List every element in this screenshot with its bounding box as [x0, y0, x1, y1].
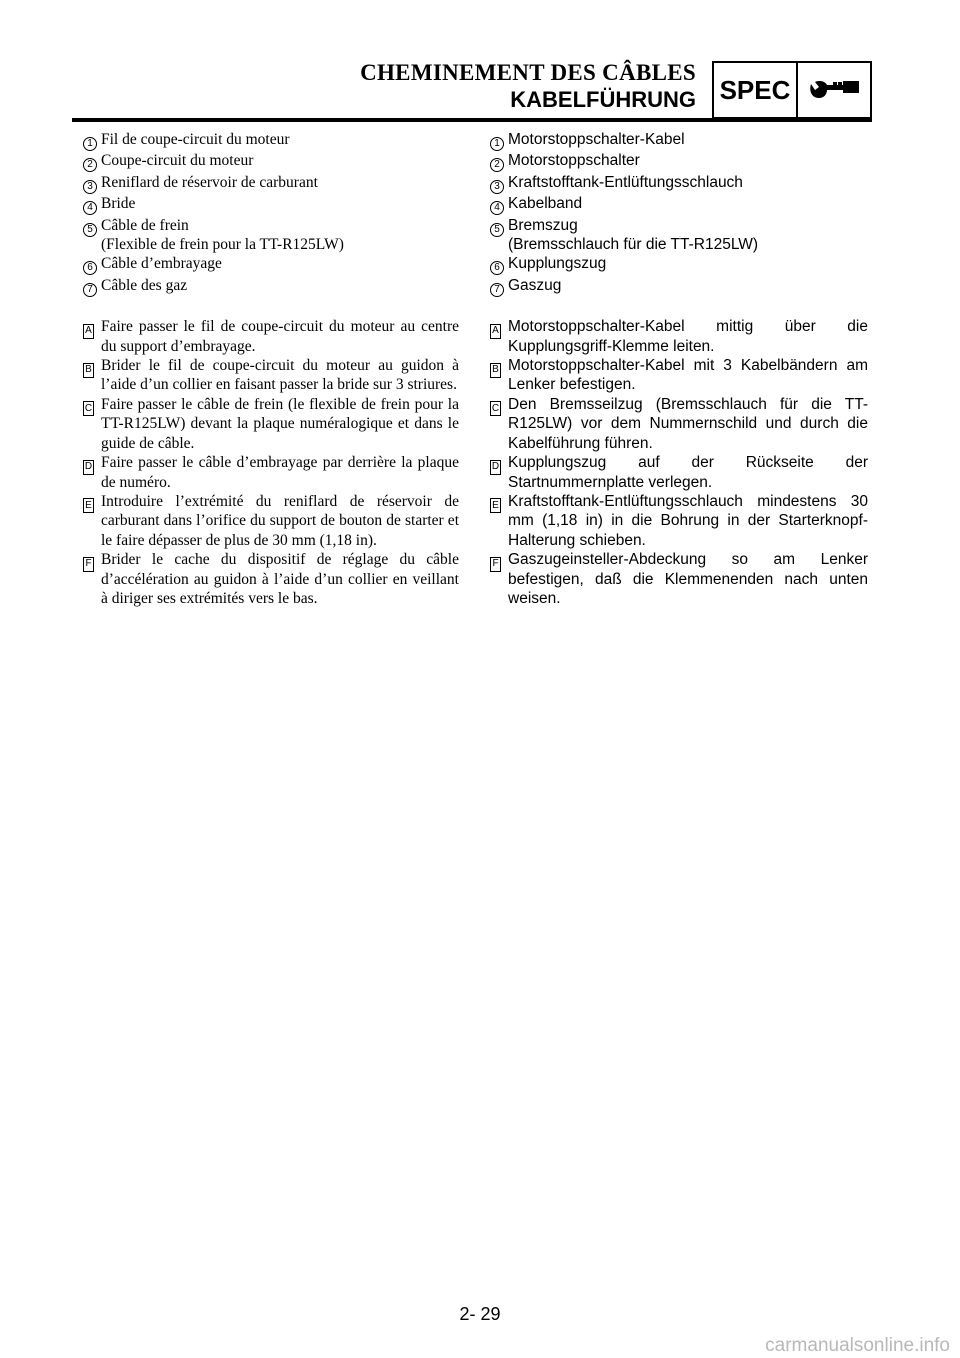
numbered-item [490, 254, 868, 275]
numbered-item [83, 276, 459, 297]
numbered-item [83, 194, 459, 215]
instruction-item [490, 356, 868, 395]
instruction-item [83, 356, 459, 395]
circled-number-marker: 1 [83, 137, 97, 151]
item-text: Motorstoppschalter-Kabel mit 3 Kabelbändern am Lenker befestigen. [508, 357, 868, 394]
marker-wrap [490, 356, 508, 378]
numbered-item [83, 151, 459, 172]
item-text: Câble d’embrayage [101, 255, 222, 273]
instruction-item [490, 395, 868, 453]
numbered-item [490, 130, 868, 151]
item-text: Bremszug (Bremsschlauch für die TT-R125LW) [508, 216, 759, 254]
french-column [83, 130, 459, 608]
item-text: Motorstoppschalter [508, 152, 640, 170]
boxed-letter-marker: F [490, 557, 501, 572]
circled-number-marker: 7 [490, 283, 504, 297]
numbered-item [490, 151, 868, 172]
marker-wrap [490, 276, 508, 297]
marker-wrap [490, 550, 508, 572]
marker-wrap [83, 173, 101, 194]
marker-wrap [490, 254, 508, 275]
item-text: Faire passer le câble de frein (le flexible de frein pour la TT-R125LW) devant la plaque numéralogique et dans le guide de câble. [101, 395, 459, 452]
marker-wrap [83, 254, 101, 275]
watermark: carmanualsonline.info [765, 1335, 950, 1356]
marker-wrap [83, 395, 101, 417]
marker-wrap [490, 492, 508, 514]
item-text: Kraftstofftank-Entlüftungsschlauch [508, 173, 743, 191]
circled-number-marker: 5 [490, 223, 504, 237]
spec-label: SPEC [714, 63, 798, 117]
item-text: Câble de frein (Flexible de frein pour la TT-R125LW) [101, 216, 344, 254]
item-text: Faire passer le fil de coupe-circuit du moteur au centre du support d’embrayage. [101, 318, 459, 355]
item-text: Motorstoppschalter-Kabel mittig über die Kupplungsgriff-Klemme leiten. [508, 318, 868, 355]
item-text: Den Bremsseilzug (Bremsschlauch für die TT-R125LW) vor dem Nummernschild und durch die Kabelführung führen. [508, 395, 868, 452]
instruction-item [490, 453, 868, 492]
marker-wrap [83, 276, 101, 297]
circled-number-marker: 3 [83, 180, 97, 194]
instruction-item [83, 453, 459, 492]
circled-number-marker: 5 [83, 223, 97, 237]
french-numbered-list [83, 130, 459, 297]
spec-box [712, 61, 872, 119]
item-text: Motorstoppschalter-Kabel [508, 131, 685, 148]
boxed-letter-marker: D [490, 460, 501, 475]
circled-number-marker: 2 [490, 158, 504, 172]
item-text: Kupplungszug auf der Rückseite der Startnummernplatte verlegen. [508, 454, 868, 491]
wrench-tool-icon [798, 63, 870, 117]
marker-wrap [83, 194, 101, 215]
circled-number-marker: 4 [83, 201, 97, 215]
item-text: Kupplungszug [508, 255, 607, 273]
circled-number-marker: 1 [490, 137, 504, 151]
item-text: Kabelband [508, 195, 583, 213]
marker-wrap [83, 216, 101, 237]
instruction-item [490, 550, 868, 608]
item-text: Kraftstofftank-Entlüftungsschlauch mindestens 30 mm (1,18 in) in die Bohrung in der Starterknopf-Halterung schieben. [508, 492, 868, 549]
instruction-item [83, 395, 459, 453]
marker-wrap [490, 151, 508, 172]
numbered-item [490, 216, 868, 255]
circled-number-marker: 4 [490, 201, 504, 215]
item-text: Brider le cache du dispositif de réglage du câble d’accélération au guidon à l’aide d’un collier en veillant à diriger ses extrémités vers le bas. [101, 551, 459, 607]
boxed-letter-marker: C [490, 401, 501, 416]
marker-wrap [490, 194, 508, 215]
item-text: Gaszug [508, 276, 562, 294]
marker-wrap [83, 492, 101, 514]
boxed-letter-marker: B [83, 363, 94, 378]
item-text: Gaszugeinsteller-Abdeckung so am Lenker befestigen, daß die Klemmenenden nach unten weisen. [508, 551, 868, 607]
spacer [83, 297, 459, 317]
numbered-item [490, 194, 868, 215]
numbered-item [83, 216, 459, 255]
marker-wrap [490, 317, 508, 339]
marker-wrap [490, 216, 508, 237]
marker-wrap [83, 151, 101, 172]
instruction-item [83, 317, 459, 356]
boxed-letter-marker: E [83, 498, 94, 513]
boxed-letter-marker: A [83, 324, 94, 339]
marker-wrap [83, 130, 101, 151]
marker-wrap [490, 395, 508, 417]
item-text: Coupe-circuit du moteur [101, 152, 254, 170]
instruction-item [83, 550, 459, 608]
boxed-letter-marker: B [490, 363, 501, 378]
french-lettered-list [83, 317, 459, 608]
circled-number-marker: 6 [490, 261, 504, 275]
boxed-letter-marker: D [83, 460, 94, 475]
marker-wrap [83, 317, 101, 339]
instruction-item [490, 492, 868, 550]
numbered-item [490, 276, 868, 297]
boxed-letter-marker: A [490, 324, 501, 339]
german-lettered-list [490, 317, 868, 608]
circled-number-marker: 3 [490, 180, 504, 194]
instruction-item [83, 492, 459, 550]
item-text: Reniflard de réservoir de carburant [101, 173, 318, 191]
header-title-french: CHEMINEMENT DES CÂBLES [360, 60, 696, 85]
marker-wrap [83, 453, 101, 475]
german-numbered-list [490, 130, 868, 297]
item-text: Câble des gaz [101, 276, 188, 294]
numbered-item [83, 254, 459, 275]
marker-wrap [490, 453, 508, 475]
circled-number-marker: 2 [83, 158, 97, 172]
page-number: 2- 29 [459, 1304, 501, 1324]
item-text: Fil de coupe-circuit du moteur [101, 131, 290, 148]
marker-wrap [83, 356, 101, 378]
numbered-item [83, 173, 459, 194]
spacer [490, 297, 868, 317]
item-text: Brider le fil de coupe-circuit du moteur au guidon à l’aide d’un collier en faisant passer la bride sur 3 striures. [101, 357, 459, 394]
boxed-letter-marker: C [83, 401, 94, 416]
item-text: Faire passer le câble d’embrayage par derrière la plaque de numéro. [101, 454, 459, 491]
numbered-item [490, 173, 868, 194]
german-column [490, 130, 868, 608]
boxed-letter-marker: E [490, 498, 501, 513]
numbered-item [83, 130, 459, 151]
marker-wrap [83, 550, 101, 572]
circled-number-marker: 7 [83, 283, 97, 297]
instruction-item [490, 317, 868, 356]
item-text: Bride [101, 195, 136, 213]
circled-number-marker: 6 [83, 261, 97, 275]
header-title-german: KABELFÜHRUNG [510, 87, 696, 112]
marker-wrap [490, 130, 508, 151]
item-text: Introduire l’extrémité du reniflard de réservoir de carburant dans l’orifice du support de bouton de starter et le faire dépasser de plus de 30 mm (1,18 in). [101, 492, 459, 549]
marker-wrap [490, 173, 508, 194]
boxed-letter-marker: F [83, 557, 94, 572]
